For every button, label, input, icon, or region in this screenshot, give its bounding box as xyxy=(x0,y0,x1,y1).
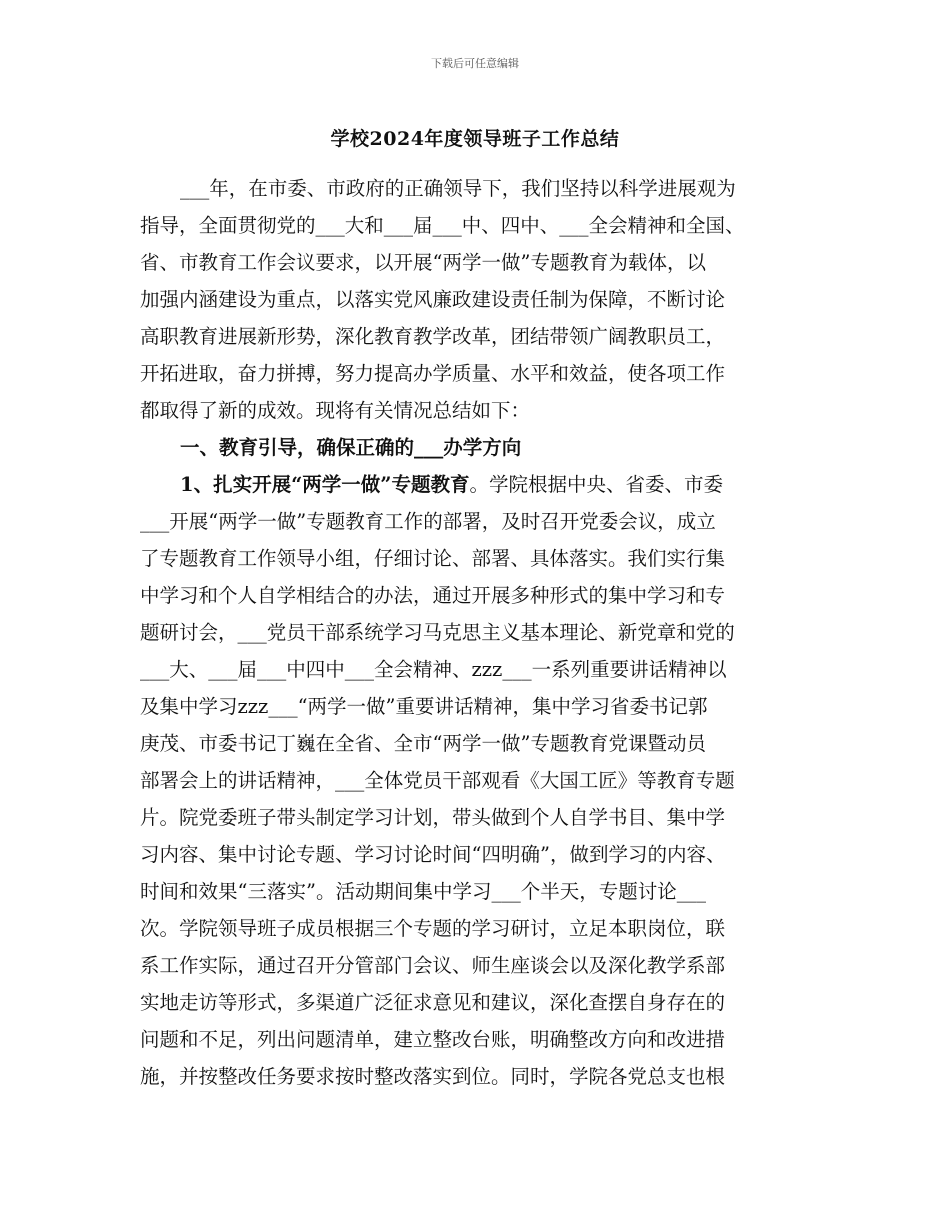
text-line: 片。院党委班子带头制定学习计划，带头做到个人自学书目、集中学 xyxy=(140,806,726,829)
text-line: 习内容、集中讨论专题、学习讨论时间“四明确”，做到学习的内容、 xyxy=(140,843,726,866)
text-line: 省、市教育工作会议要求，以开展“两学一做”专题教育为载体，以 xyxy=(140,251,706,274)
text-line: ___大、___届___中四中___全会精神、zzz___一系列重要讲话精神以 xyxy=(140,658,727,681)
text-line: 实地走访等形式，多渠道广泛征求意见和建议，深化查摆自身存在的 xyxy=(140,991,726,1014)
text-line: 及集中学习zzz___“两学一做”重要讲话精神，集中学习省委书记郭 xyxy=(140,695,708,718)
text-line: 高职教育进展新形势，深化教育教学改革，团结带领广阔教职员工， xyxy=(140,325,726,348)
text-line: 施，并按整改任务要求按时整改落实到位。同时，学院各党总支也根 xyxy=(140,1065,726,1088)
text-line: 次。学院领导班子成员根据三个专题的学习研讨，立足本职岗位，联 xyxy=(140,917,726,940)
text-line: 部署会上的讲话精神，___全体党员干部观看《大国工匠》等教育专题 xyxy=(140,769,735,792)
paragraph-heading: 1、扎实开展“两学一做”专题教育 xyxy=(180,473,470,496)
text-line: 问题和不足，列出问题清单，建立整改台账，明确整改方向和改进措 xyxy=(140,1028,726,1051)
document-title: 学校2024年度领导班子工作总结 xyxy=(330,128,620,150)
text-line: 中学习和个人自学相结合的办法，通过开展多种形式的集中学习和专 xyxy=(140,584,726,607)
text-line: 开拓进取，奋力拼搏，努力提高办学质量、水平和效益，使各项工作 xyxy=(140,362,726,385)
text-line: 时间和效果“三落实”。活动期间集中学习___个半天，专题讨论___ xyxy=(140,880,706,903)
paragraph-text: 。学院根据中央、省委、市委 xyxy=(469,473,724,496)
paragraph-first-line xyxy=(140,466,830,503)
text-line: 加强内涵建设为重点，以落实党风廉政建设责任制为保障，不断讨论 xyxy=(140,288,726,311)
section-heading: 一、教育引导，确保正确的___办学方向 xyxy=(180,436,522,459)
text-line: 都取得了新的成效。现将有关情况总结如下： xyxy=(140,399,531,422)
text-line: 题研讨会，___党员干部系统学习马克思主义基本理论、新党章和党的 xyxy=(140,621,735,644)
text-line: ___年，在市委、市政府的正确领导下，我们坚持以科学进展观为 xyxy=(180,177,736,200)
text-line: 了专题教育工作领导小组，仔细讨论、部署、具体落实。我们实行集 xyxy=(140,547,726,570)
header-note: 下载后可任意编辑 xyxy=(431,57,519,70)
document-body xyxy=(140,170,830,1095)
text-line: 指导，全面贯彻党的___大和___届___中、四中、___全会精神和全国、 xyxy=(140,214,745,237)
text-line: 系工作实际，通过召开分管部门会议、师生座谈会以及深化教学系部 xyxy=(140,954,726,977)
text-line: ___开展“两学一做”专题教育工作的部署，及时召开党委会议，成立 xyxy=(140,510,716,533)
text-line: 庚茂、市委书记丁巍在全省、全市“两学一做”专题教育党课暨动员 xyxy=(140,732,706,755)
